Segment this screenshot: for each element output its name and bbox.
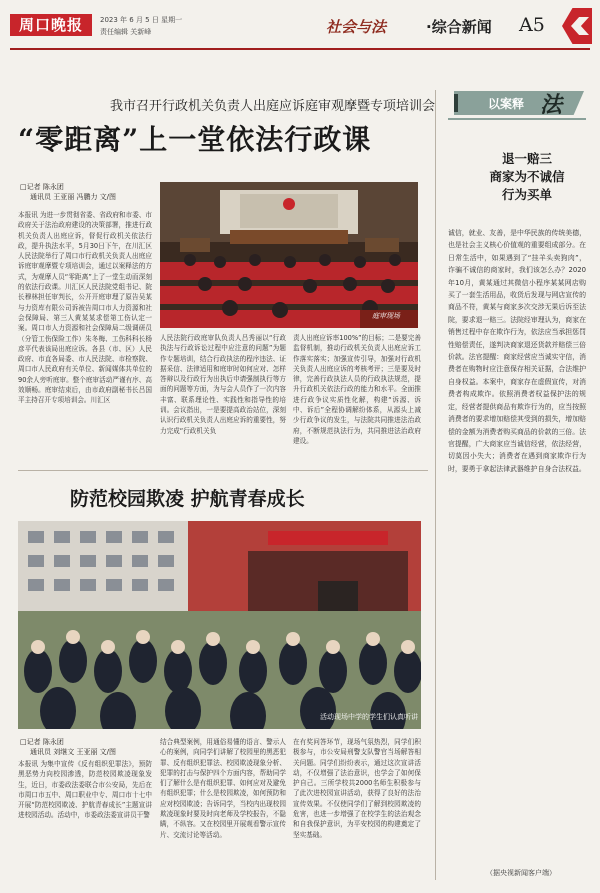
section-title: ·综合新闻	[426, 18, 492, 36]
story1-kicker: 我市召开行政机关负责人出庭应诉庭审观摩暨专项培训会	[110, 99, 436, 114]
sidebar-tab-big-char: 法	[540, 92, 563, 118]
sidebar-underline	[448, 118, 586, 120]
sidebar-headline-line-2: 商家为不诚信	[489, 169, 565, 184]
story1-column-3: 责人出庭应诉率100%”的目标；二是要完善监督机制，推动行政机关负责人出庭应诉工作落实落实；加强宣传引导，加强对行政机关负责人出庭应诉的考核考评；三是要及时律，完善行政执法人员的行政执法规范，提升行政机关依法行政的能力和水平。全面推进行政争议实质性化解，构建“诉源、诉中、诉后”全程协调解纷体系，从源头上减少行政争议的发生，与法院共同推进法治政府，不断规范执法行为，共同推进法治政府建设。	[293, 334, 421, 445]
issue-date: 2023 年 6 月 5 日 星期一	[100, 16, 183, 24]
newspaper-logo: 周口晚报	[10, 14, 92, 36]
story2-column-3: 在有奖问答环节，现场气氛热烈，同学们积极参与，市公安局刑警支队警官当场解答相关问题。同学们纷纷表示，通过这次宣讲活动，不仅增强了法治意识，也学会了如何保护自己。三所学校共2000名师生积极参与了此次进校园宣讲活动，获得了良好的法治宣传效果。不仅使同学们了解到校园欺凌的危害，也进一步增强了在校学生的法治观念和自我保护意识，为平安校园的构建奠定了坚实基础。	[293, 738, 421, 839]
story1-headline: “零距离”上一堂依法行政课	[18, 123, 372, 156]
story2-photo-caption: 活动现场中学的学生们认真听讲	[320, 713, 418, 721]
story1-byline-correspondents: 通讯员 王亚丽 冯鹏力 文/图	[30, 193, 117, 201]
story1-photo-caption: 庭审现场	[372, 312, 400, 320]
story2-column-2: 结合典型案例，用通俗易懂的语言、警示人心的案例，向同学们讲解了校园里的黑恶犯罪、反有组织犯罪法、校园欺凌现象分析、犯罪的打击与保护四个方面内容，帮助同学们了解什么是有组织犯罪、如何应对及避免有组织犯罪；什么是校园欺凌，如何预防和应对校园欺凌；告诉同学，当校内出现校园欺凌现象时要及时向老师及学校报告，不隐瞒，不纵容。又在校园里开展观看警示宣传片、交流讨论等活动。	[160, 738, 286, 839]
story1-column-1: 本报讯 为进一步贯彻省委、省政府和市委、市政府关于法治政府建设的决策部署，推进行政机关负责人出庭应诉，督促行政机关依法行政，提升执法水平，5月30日下午，在川汇区人民法院举行了周口市行政机关负责人出庭应诉庭审观摩暨专项培训会，通过以案释法的方式，为观摩人员“零距离”上了一堂生动而深刻的依法行政课。川汇区人民法院党组书记、院长穆林担任审判长，公开开庭审理了原告吴某与力资库有限公司诉被告周口市人力资源和社会保障局、第三人黄某某求偿第工伤认定一案。周口市人力资源和社会保障局二级调研员（分管工伤保险工作）朱冬梅、工伤科科长杨彦平代表该局出庭应诉。各县（市、区）人民政府、市直各局委、市人民法院、市检察院、周口市人民政府有关单位、新闻媒体共单位的90余人旁听庭审。整个庭审活动严谨有序、高效顺畅。庭审结束后，由市政府副秘书长吕国平主持召开专项培训会。川汇区	[18, 211, 152, 405]
section-title-script: 社会与法	[326, 18, 387, 36]
courtroom-photo	[160, 182, 418, 328]
school-assembly-photo	[18, 521, 421, 729]
story-divider	[18, 470, 428, 471]
sidebar-tab	[454, 91, 584, 118]
story1-column-2: 人民法院行政庭审队负责人吕秀丽以“行政执法与行政诉讼过程中应注意的问题”为题作专题培训，结合行政执法的程序违法、证据采信、法律适用和庭审时如何应对、怎样答辩以及行政行为出执后申请强制执行等方面的问题等方面，为与会人员作了一次内容丰富、联系理论性、实践性和指导性的培训。会议指出，一是要提高政治站位，深刻认识行政机关负责人出庭应诉的重要性，努力完成“行政机关负	[160, 334, 286, 435]
sidebar-tab-label: 以案释	[488, 97, 525, 111]
sidebar-headline	[472, 150, 582, 204]
responsible-editor: 责任编辑 关新峰	[100, 28, 152, 36]
column-divider	[435, 90, 436, 880]
sidebar-headline-line-1: 退一赔三	[501, 151, 552, 166]
sidebar-body: 诚信，就业、友善，是中华民族的传统美德，也是社会主义核心价值观的重要组成部分。在日常生活中，如果遇到了“挂羊头卖狗肉”，诈骗不诚信的商家时，我们该怎么办？2020年10月，黄某通过其微信小程序某某网店购买了一套生活用品，收货后发现与网店宣传的商品不符，黄某与商家多次交涉无果后诉至法院，要求退一赔三。法院经审理认为，商家在销售过程中存在欺诈行为，依法应当承担惩罚性赔偿责任，遂判决商家退还货款并赔偿三倍价款。法官提醒：商家经营应当诚实守信，消费者在购物时应注意保存相关证据，合法维护自身权益。本案中，商家存在虚假宣传，对消费者构成欺诈。依照消费者权益保护法的规定，经营者提供商品有欺诈行为的，应当按照消费者的要求增加赔偿其受到的损失，增加赔偿的金额为消费者购买商品的价款的三倍。法官提醒，广大商家应当诚信经营，依法经营，切莫因小失大；消费者在遇到商家欺诈行为时，要勇于拿起法律武器维护自身合法权益。	[448, 229, 586, 473]
sidebar-headline-line-3: 行为买单	[501, 187, 552, 202]
sidebar-source: （据央视新闻客户端）	[486, 869, 556, 877]
story2-headline: 防范校园欺凌 护航青春成长	[70, 488, 305, 510]
masthead-rule	[10, 48, 590, 50]
story2-byline-correspondents: 通讯员 刘继文 王亚丽 文/图	[30, 748, 117, 756]
story2-column-1: 本报讯 为集中宣传《反有组织犯罪法》，预防黑恶势力向校园渗透，防范校园欺凌现象发生，近日，市委政法委联合市公安局，先后在市周口市五中、周口职业中专、周口市十七中开展“防范校园欺凌、护航青春成长”主题宣讲进校园活动。活动中，市委政法委宣讲员干警	[18, 760, 152, 820]
story2-byline-reporter: □记者 陈永团	[20, 738, 64, 746]
page-number: A5	[519, 14, 545, 36]
story1-byline-reporter: □记者 陈永团	[20, 183, 64, 191]
